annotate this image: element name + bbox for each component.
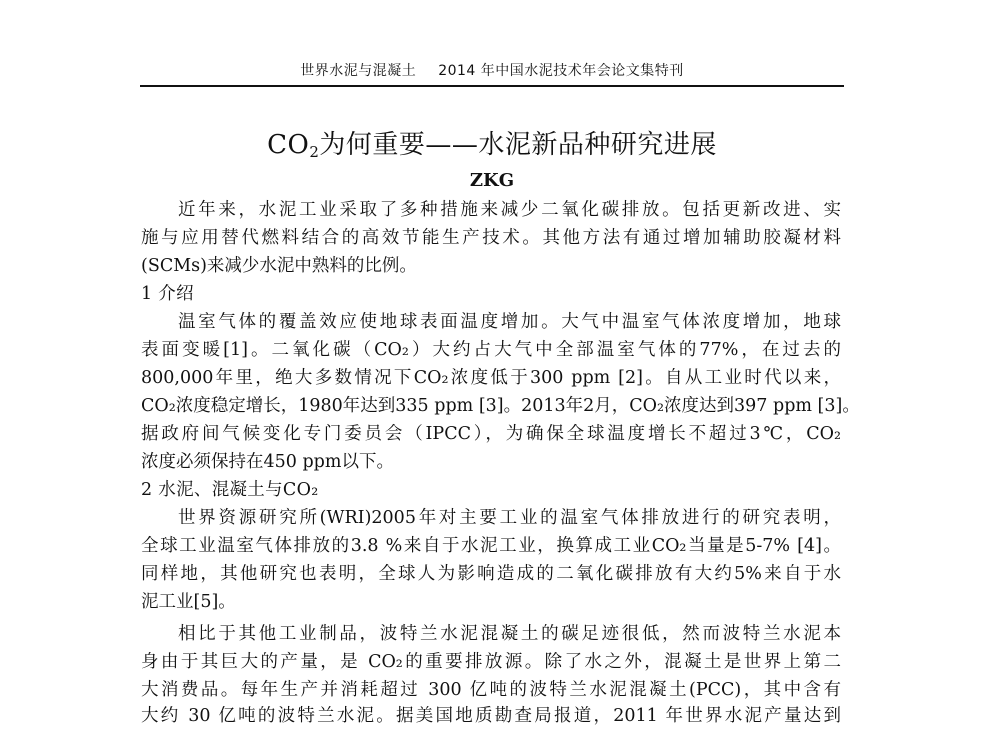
section2-line-1: 世界资源研究所(WRI)2005年对主要工业的温室气体排放进行的研究表明，	[178, 508, 841, 528]
title-prefix: CO	[267, 130, 310, 160]
running-header	[140, 60, 844, 80]
section2-line-4: 泥工业[5]。	[141, 592, 236, 612]
intro-line-6: 浓度必须保持在450 ppm以下。	[141, 452, 394, 472]
section2-line-3: 同样地，其他研究也表明，全球人为影响造成的二氧化碳排放有大约5%来自于水	[141, 564, 841, 584]
article-author: ZKG	[469, 170, 515, 191]
abstract-line-3: (SCMs)来减少水泥中熟料的比例。	[141, 256, 417, 276]
journal-name: 世界水泥与混凝土	[300, 63, 417, 79]
section2-para2-line-2: 身由于其巨大的产量，是 CO₂的重要排放源。除了水之外，混凝土是世界上第二	[141, 652, 841, 672]
section2-line-2: 全球工业温室气体排放的3.8 %来自于水泥工业，换算成工业CO₂当量是5-7% [4]。	[141, 536, 841, 556]
section2-para2-line-4: 大约 30 亿吨的波特兰水泥。据美国地质勘查局报道，2011 年世界水泥产量达到	[141, 706, 841, 726]
special-issue-label: 2014 年中国水泥技术年会论文集特刊	[438, 63, 684, 79]
article-title	[140, 124, 844, 161]
header-divider	[140, 85, 844, 87]
title-subscript: 2	[309, 143, 320, 161]
intro-line-1: 温室气体的覆盖效应使地球表面温度增加。大气中温室气体浓度增加，地球	[178, 312, 841, 332]
intro-line-3: 800,000年里，绝大多数情况下CO₂浓度低于300 ppm [2]。自从工业时代以来，	[141, 368, 841, 388]
section-heading-cement-concrete: 2 水泥、混凝土与CO₂	[141, 480, 319, 500]
section2-para2-line-1: 相比于其他工业制品，波特兰水泥混凝土的碳足迹很低，然而波特兰水泥本	[178, 624, 841, 644]
section2-para2-line-3: 大消费品。每年生产并消耗超过 300 亿吨的波特兰水泥混凝土(PCC)，其中含有	[141, 680, 841, 700]
intro-line-2: 表面变暖[1]。二氧化碳（CO₂）大约占大气中全部温室气体的77%，在过去的	[141, 340, 841, 360]
section-heading-introduction: 1 介绍	[141, 284, 194, 304]
intro-line-5: 据政府间气候变化专门委员会（IPCC），为确保全球温度增长不超过3℃，CO₂	[141, 424, 841, 444]
abstract-line-1: 近年来，水泥工业采取了多种措施来减少二氧化碳排放。包括更新改进、实	[178, 200, 841, 220]
title-text: 为何重要——水泥新品种研究进展	[319, 130, 717, 160]
intro-line-4: CO₂浓度稳定增长，1980年达到335 ppm [3]。2013年2月，CO₂浓度达到397 ppm [3]。	[141, 396, 860, 416]
abstract-line-2: 施与应用替代燃料结合的高效节能生产技术。其他方法有通过增加辅助胶凝材料	[141, 228, 841, 248]
